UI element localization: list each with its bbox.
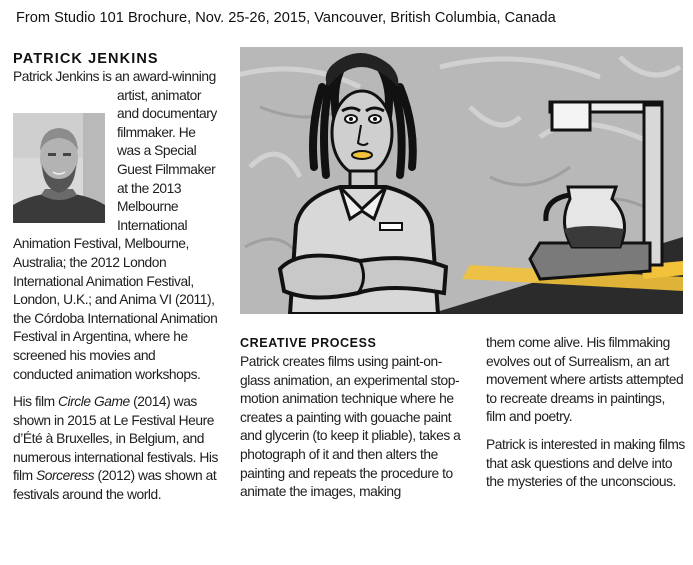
film-title-circle-game: Circle Game — [58, 394, 130, 410]
bio-heading: PATRICK JENKINS — [13, 51, 159, 67]
bio-intro-line: Patrick Jenkins is an award- — [13, 69, 173, 84]
creative-process-text-2 — [486, 334, 686, 492]
bio-p2-part-a: His film — [13, 394, 59, 410]
bio-p2-part-b: (2014) was shown in 2015 at Le Festival Heure d’Été à Bruxelles, in Belgium, and numerous international festivals. His film — [13, 394, 218, 484]
bio-text — [13, 68, 218, 505]
creative-process-paragraph-1b: them come alive. His filmmaking evolves out of Surrealism, an art movement where artists attempted to recreate dreams in paintings, film and poetry. — [486, 335, 684, 425]
bio-p2-part-c: (2012) was shown at festivals around the world. — [13, 468, 217, 503]
creative-process-text-1 — [240, 353, 470, 502]
creative-process-column-1 — [240, 336, 470, 511]
bio-paragraph-2 — [13, 393, 218, 505]
source-caption: From Studio 101 Brochure, Nov. 25-26, 2015, Vancouver, British Columbia, Canada — [16, 10, 556, 26]
artist-portrait-photo — [13, 113, 105, 223]
film-title-sorceress: Sorceress — [36, 468, 95, 484]
film-still-painting — [240, 47, 683, 314]
bio-column — [13, 50, 218, 514]
creative-process-heading: CREATIVE PROCESS — [240, 336, 377, 350]
bio-paragraph-1 — [13, 68, 218, 384]
creative-process-column-2 — [486, 334, 686, 501]
creative-process-paragraph-2: Patrick is interested in making films that ask questions and delve into the mysteries of the unconscious. — [486, 436, 685, 490]
creative-process-paragraph-1a: Patrick creates films using paint-on-glass animation, an experimental stop-motion animation technique where he creates a painting with gouache paint and glycerin (to keep it pliable), takes a photograph of it and then alters the painting and repeats the procedure to animate the images, making — [240, 354, 461, 500]
bio-text-rest: winning artist, animator and documentary filmmaker. He was a Special Guest Filmmaker at the 2013 Melbourne International Animation Festival, Melbourne, Australia; the 2012 London International Animation Festival, London, U.K.; and Anima VI (2011), the Córdoba International Animation Festival in Argentina, where he screened his movies and conducted animation workshops. — [13, 69, 218, 382]
